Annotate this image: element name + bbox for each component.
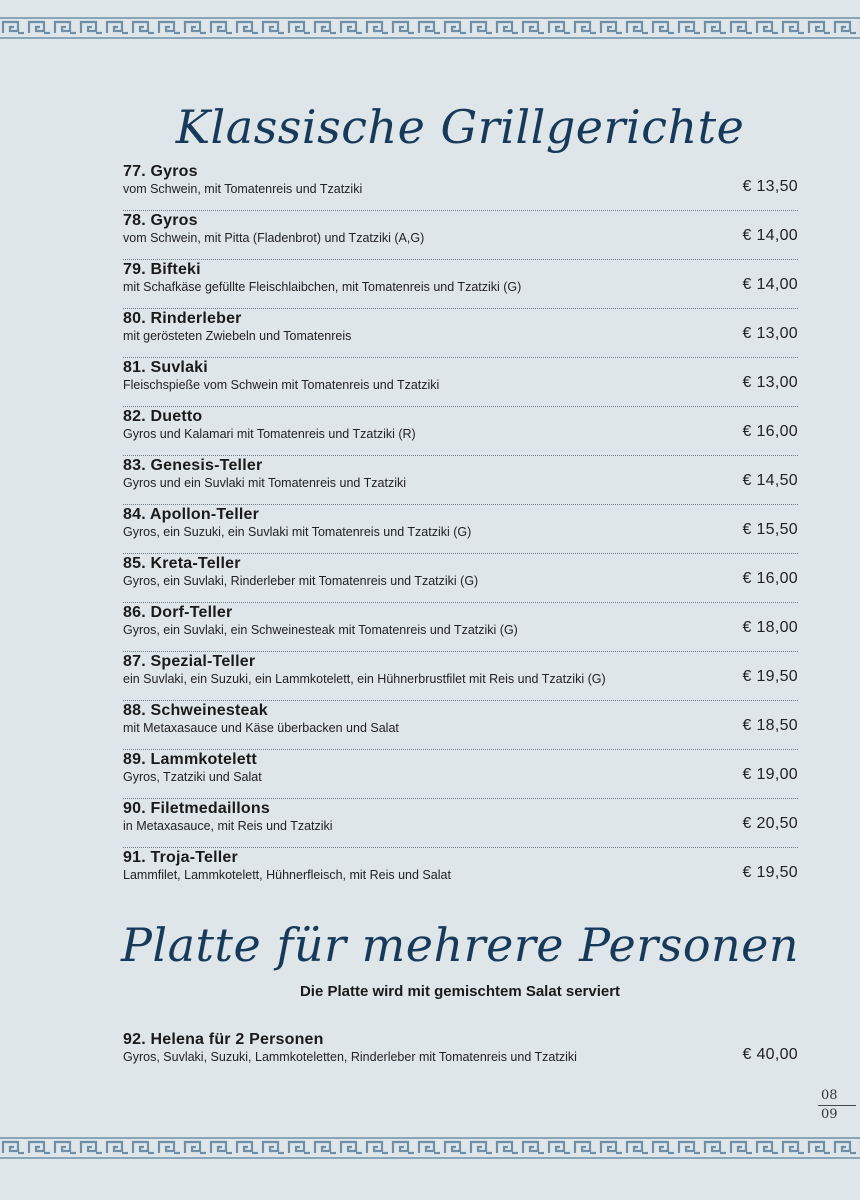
menu-item-price: € 16,00 [742,423,798,440]
menu-item [123,456,798,505]
menu-item [123,1030,798,1079]
menu-item-description: mit Schafkäse gefüllte Fleischlaibchen, mit Tomatenreis und Tzatziki (G) [123,280,522,294]
section-subtitle-platter: Die Platte wird mit gemischtem Salat serviert [299,983,621,1000]
menu-item [123,162,798,211]
menu-item-description: Gyros, Suvlaki, Suzuki, Lammkoteletten, Rinderleber mit Tomatenreis und Tzatziki [123,1050,577,1064]
menu-item-description: Gyros und ein Suvlaki mit Tomatenreis und Tzatziki [123,476,406,490]
menu-item-price: € 19,50 [742,864,798,881]
menu-item [123,750,798,799]
menu-item [123,211,798,260]
menu-item-price: € 15,50 [742,521,798,538]
menu-item-name: 80. Rinderleber [123,310,242,327]
greek-key-pattern-icon [0,17,860,39]
menu-item [123,799,798,848]
menu-item-description: mit Metaxasauce und Käse überbacken und Salat [123,721,399,735]
menu-item [123,554,798,603]
menu-item-description: mit gerösteten Zwiebeln und Tomatenreis [123,329,352,343]
menu-item-price: € 13,00 [742,325,798,342]
greek-key-border-top [0,14,860,42]
menu-item-description: Lammfilet, Lammkotelett, Hühnerfleisch, mit Reis und Salat [123,868,451,882]
menu-item-name: 90. Filetmedaillons [123,800,270,817]
menu-item-price: € 19,50 [742,668,798,685]
menu-item [123,701,798,750]
section-title-platter: Platte für mehrere Personen [120,918,800,972]
menu-item-price: € 13,50 [742,178,798,195]
menu-item-name: 87. Spezial-Teller [123,653,256,670]
menu-item-description: Gyros, Tzatziki und Salat [123,770,262,784]
menu-item-name: 92. Helena für 2 Personen [123,1031,324,1048]
menu-item-price: € 14,50 [742,472,798,489]
menu-item-description: Gyros, ein Suvlaki, ein Schweinesteak mit Tomatenreis und Tzatziki (G) [123,623,518,637]
menu-item-description: in Metaxasauce, mit Reis und Tzatziki [123,819,333,833]
menu-item-price: € 14,00 [742,276,798,293]
menu-item-description: vom Schwein, mit Pitta (Fladenbrot) und Tzatziki (A,G) [123,231,425,245]
menu-item-name: 91. Troja-Teller [123,849,238,866]
menu-item [123,603,798,652]
page-number-right: 09 [821,1107,838,1122]
menu-item [123,848,798,897]
menu-item-price: € 20,50 [742,815,798,832]
menu-item-name: 78. Gyros [123,212,198,229]
menu-item-price: € 19,00 [742,766,798,783]
menu-list-grill [123,162,798,897]
menu-item-description: Gyros, ein Suvlaki, Rinderleber mit Tomatenreis und Tzatziki (G) [123,574,479,588]
menu-item-name: 81. Suvlaki [123,359,208,376]
menu-item-name: 88. Schweinesteak [123,702,268,719]
menu-item-price: € 18,50 [742,717,798,734]
menu-item-description: vom Schwein, mit Tomatenreis und Tzatziki [123,182,363,196]
greek-key-border-bottom [0,1134,860,1162]
menu-item-description: Gyros, ein Suzuki, ein Suvlaki mit Tomatenreis und Tzatziki (G) [123,525,472,539]
menu-item [123,505,798,554]
menu-item-price: € 14,00 [742,227,798,244]
menu-item-name: 86. Dorf-Teller [123,604,233,621]
menu-item-description: Fleischspieße vom Schwein mit Tomatenreis und Tzatziki [123,378,440,392]
page-numbers [818,1087,858,1124]
menu-item-description: ein Suvlaki, ein Suzuki, ein Lammkotelett, ein Hühnerbrustfilet mit Reis und Tzatziki (G) [123,672,606,686]
menu-item-description: Gyros und Kalamari mit Tomatenreis und Tzatziki (R) [123,427,416,441]
menu-item [123,260,798,309]
section-title-grill: Klassische Grillgerichte [175,100,745,154]
menu-item [123,652,798,701]
menu-item-price: € 13,00 [742,374,798,391]
menu-item-name: 83. Genesis-Teller [123,457,263,474]
menu-item-name: 89. Lammkotelett [123,751,257,768]
page-number-left: 08 [821,1088,838,1103]
menu-item-name: 84. Apollon-Teller [123,506,260,523]
greek-key-pattern-icon [0,1137,860,1159]
menu-item-price: € 18,00 [742,619,798,636]
menu-item-price: € 40,00 [742,1046,798,1063]
menu-item-name: 85. Kreta-Teller [123,555,241,572]
menu-item [123,358,798,407]
menu-item [123,407,798,456]
menu-list-platter [123,1030,798,1079]
menu-item-name: 82. Duetto [123,408,203,425]
menu-item-name: 77. Gyros [123,163,198,180]
menu-item [123,309,798,358]
menu-item-name: 79. Bifteki [123,261,201,278]
menu-item-price: € 16,00 [742,570,798,587]
